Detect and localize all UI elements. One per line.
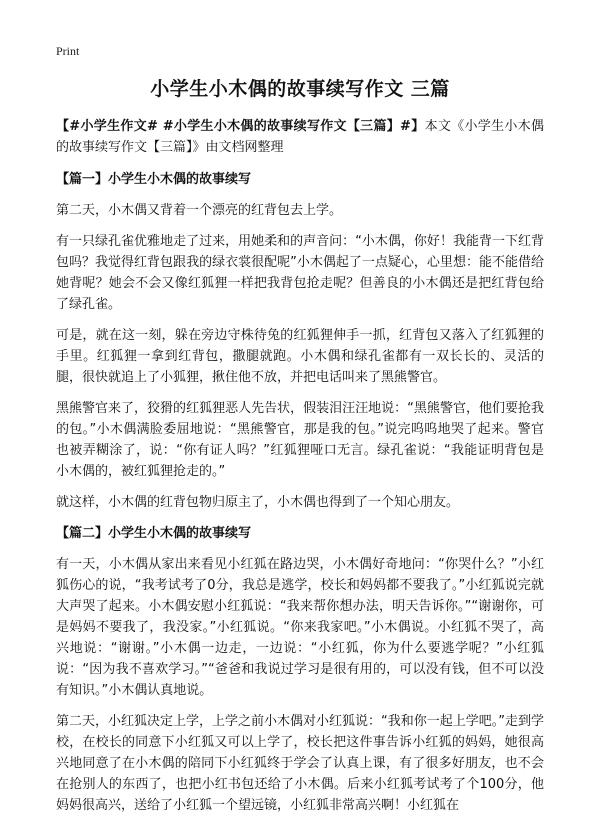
paragraph: 可是，就在这一刻，躲在旁边守株待兔的红狐狸伸手一抓，红背包又落入了红狐狸的手里。红狐狸一拿到红背包，撒腿就跑。小木偶和绿孔雀都有一双长长的、灵活的腿，很快就追上了小狐狸，揪住他不放，并把电话叫来了黑熊警官。 [56,328,544,385]
intro-tags: 【#小学生作文# #小学生小木偶的故事续写作文【三篇】#】 [56,119,425,134]
document-title: 小学生小木偶的故事续写作文 三篇 [150,78,450,100]
paragraph: 有一天，小木偶从家出来看见小红狐在路边哭，小木偶好奇地问：“你哭什么？”小红狐伤心的说，“我考试考了0分，我总是逃学，校长和妈妈都不要我了。”小红狐说完就大声哭了起来。小木偶安慰小红狐说：“我来帮你想办法，明天告诉你。”“谢谢你，可是妈妈不要我了，我没家。”小红狐说。“你来我家吧。”小木偶说。小红狐不哭了，高兴地说：“谢谢。”小木偶一边走，一边说：“小红狐，你为什么要逃学呢？”小红狐说：“因为我不喜欢学习。”“爸爸和我说过学习是很有用的，可以没有钱，但不可以没有知识。”小木偶认真地说。 [56,557,544,698]
paragraph: 黑熊警官来了，狡猾的红狐狸恶人先告状，假装泪汪汪地说：“黑熊警官，他们要抢我的包。”小木偶满脸委屈地说：“黑熊警官，那是我的包。”说完呜呜地哭了起来。警官也被弄糊涂了，说：“你有证人吗？”红狐狸哑口无言。绿孔雀说：“我能证明背包是小木偶的，被红狐狸抢走的。” [56,401,544,479]
paragraph: 第二天，小木偶又背着一个漂亮的红背包去上学。 [56,203,343,218]
intro-paragraph [56,116,544,158]
paragraph: 有一只绿孔雀优雅地走了过来，用她柔和的声音问：“小木偶，你好！我能背一下红背包吗？我觉得红背包跟我的绿衣裳很配呢”小木偶起了一点疑心，心里想：能不能借给她背呢？她会不会又像红狐狸一样把我背包抢走呢？但善良的小木偶还是把红背包给了绿孔雀。 [56,234,544,312]
intro-text: 本文《小学生小木偶的故事续写作文【三篇】》由文档网整理 [56,119,544,155]
section-heading-2: 【篇二】小学生小木偶的故事续写 [56,526,252,541]
paragraph: 第二天，小红狐决定上学，上学之前小木偶对小红狐说：“我和你一起上学吧。”走到学校，在校长的同意下小红狐又可以上学了，校长把这件事告诉小红狐的妈妈，她很高兴地同意了在小木偶的陪同下小红狐终于学会了认真上课，有了很多好朋友，也不会在抢别人的东西了，也把小红书包还给了小木偶。后来小红狐考试考了个100分，他妈妈很高兴，送给了小红狐一个望远镜，小红狐非常高兴啊！小红狐在 [56,714,544,813]
paragraph: 就这样，小木偶的红背包物归原主了，小木偶也得到了一个知心朋友。 [56,495,460,510]
document-body [56,116,544,826]
section-heading-1: 【篇一】小学生小木偶的故事续写 [56,172,252,187]
print-label: Print [56,44,80,58]
